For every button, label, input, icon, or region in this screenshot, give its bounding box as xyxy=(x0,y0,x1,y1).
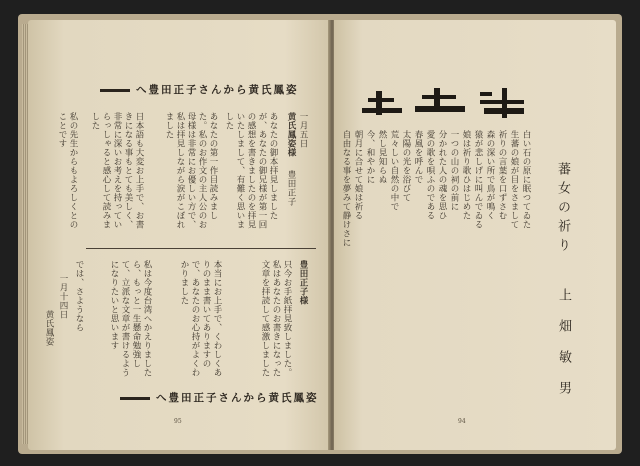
left-page xyxy=(28,20,330,450)
open-book xyxy=(18,14,622,454)
section-title-graphic xyxy=(360,86,530,126)
lower-letter-signature: 黄氏鳳姿 xyxy=(44,310,54,346)
upper-letter-recipient: 黄氏鳳姿様 xyxy=(286,112,296,157)
poem-line: 愛の歌を唄ふのである xyxy=(425,130,435,220)
poem-line: 猿が悲しげに叫んでゐる xyxy=(473,130,483,229)
poem-line: 然し見知らぬ xyxy=(377,130,387,184)
upper-letter-paragraph-4: 私の先生からもよろしくとのことです xyxy=(57,112,78,229)
right-page-number: 94 xyxy=(458,418,466,425)
divider-rule xyxy=(86,248,316,249)
upper-letter-paragraph-2: あなたの第一作目読みました。私のお作文の主人公のお母様は非常にお優しい方で、私は拝見しながら涙がこぼれました xyxy=(164,112,218,229)
upper-letter-paragraph-1: あなたの御本拝見しましたが、あなたの御兄様が第一回の感想を書きましたのを拝見いたしまして、有難く思いました xyxy=(224,112,278,229)
upper-letter-sender: 豊田正子 xyxy=(286,170,296,206)
poem-line: 太陽の光を浴びて xyxy=(401,130,411,202)
poem-line: 一つの山の祠の前に xyxy=(449,130,459,211)
lower-letter-date: 一月十四日 xyxy=(58,274,68,319)
lower-letter-paragraph-3: 私は今度台湾へかえりましたら、もっと一生懸命勉強して、立派な文章が書けるようになりたいと思います xyxy=(109,260,152,377)
poem-line: 生蕃の娘が目をさまして xyxy=(509,130,519,229)
banner-dash-icon xyxy=(120,397,150,400)
poem-line: 荒々しい自然の中で xyxy=(389,130,399,211)
left-page-number: 95 xyxy=(174,418,182,425)
brush-title-icon xyxy=(360,86,530,126)
banner-dash-icon xyxy=(100,89,130,92)
lower-letter-paragraph-1: 只今お手紙拝見致しました。私はあなたのお書きになった文章を拝読して感激しました xyxy=(260,260,292,377)
poem-line: 朝月に合せて娘は祈る xyxy=(353,130,363,220)
top-banner: へ豊田正子さんから黄氏鳳姿 xyxy=(100,82,299,97)
poem-line: 白い石の原に眠つてゐた xyxy=(521,130,531,229)
bottom-banner: へ豊田正子さんから黄氏鳳姿 xyxy=(120,390,319,405)
lower-letter-closing: では、さようなら xyxy=(74,260,84,332)
poem-author: 上畑敏男 xyxy=(556,288,571,412)
poem-line: 娘は祈り歌ひはじめた xyxy=(461,130,471,220)
poem-line: 春風を呼んで xyxy=(413,130,423,184)
poem-line: 自由なる事を夢みて静けさに xyxy=(341,130,351,247)
lower-letter-paragraph-2: 本当にお上手で、くわしくありのまま書いてありますので、あなたのお心持がよくわかりました xyxy=(179,260,222,377)
poem-line: 分かれた人の魂を思ひ xyxy=(437,130,447,220)
lower-letter-recipient: 豊田正子様 xyxy=(298,260,308,305)
poem-line: 森の深い所で鳥が鳴く xyxy=(485,130,495,220)
upper-letter-date: 一月五日 xyxy=(298,112,308,148)
poem-line: 今、和やかに xyxy=(365,130,375,184)
upper-letter-paragraph-3: 日本語も大変お上手で、お書きになる事もとても美しく、非常に深いお考えを持っていらっしゃると感心して読みました xyxy=(90,112,144,229)
right-page xyxy=(334,20,616,450)
poem-line: 祈りの言葉を口ずさむ xyxy=(497,130,507,220)
poem-title: 蕃女の祈り xyxy=(555,162,570,257)
